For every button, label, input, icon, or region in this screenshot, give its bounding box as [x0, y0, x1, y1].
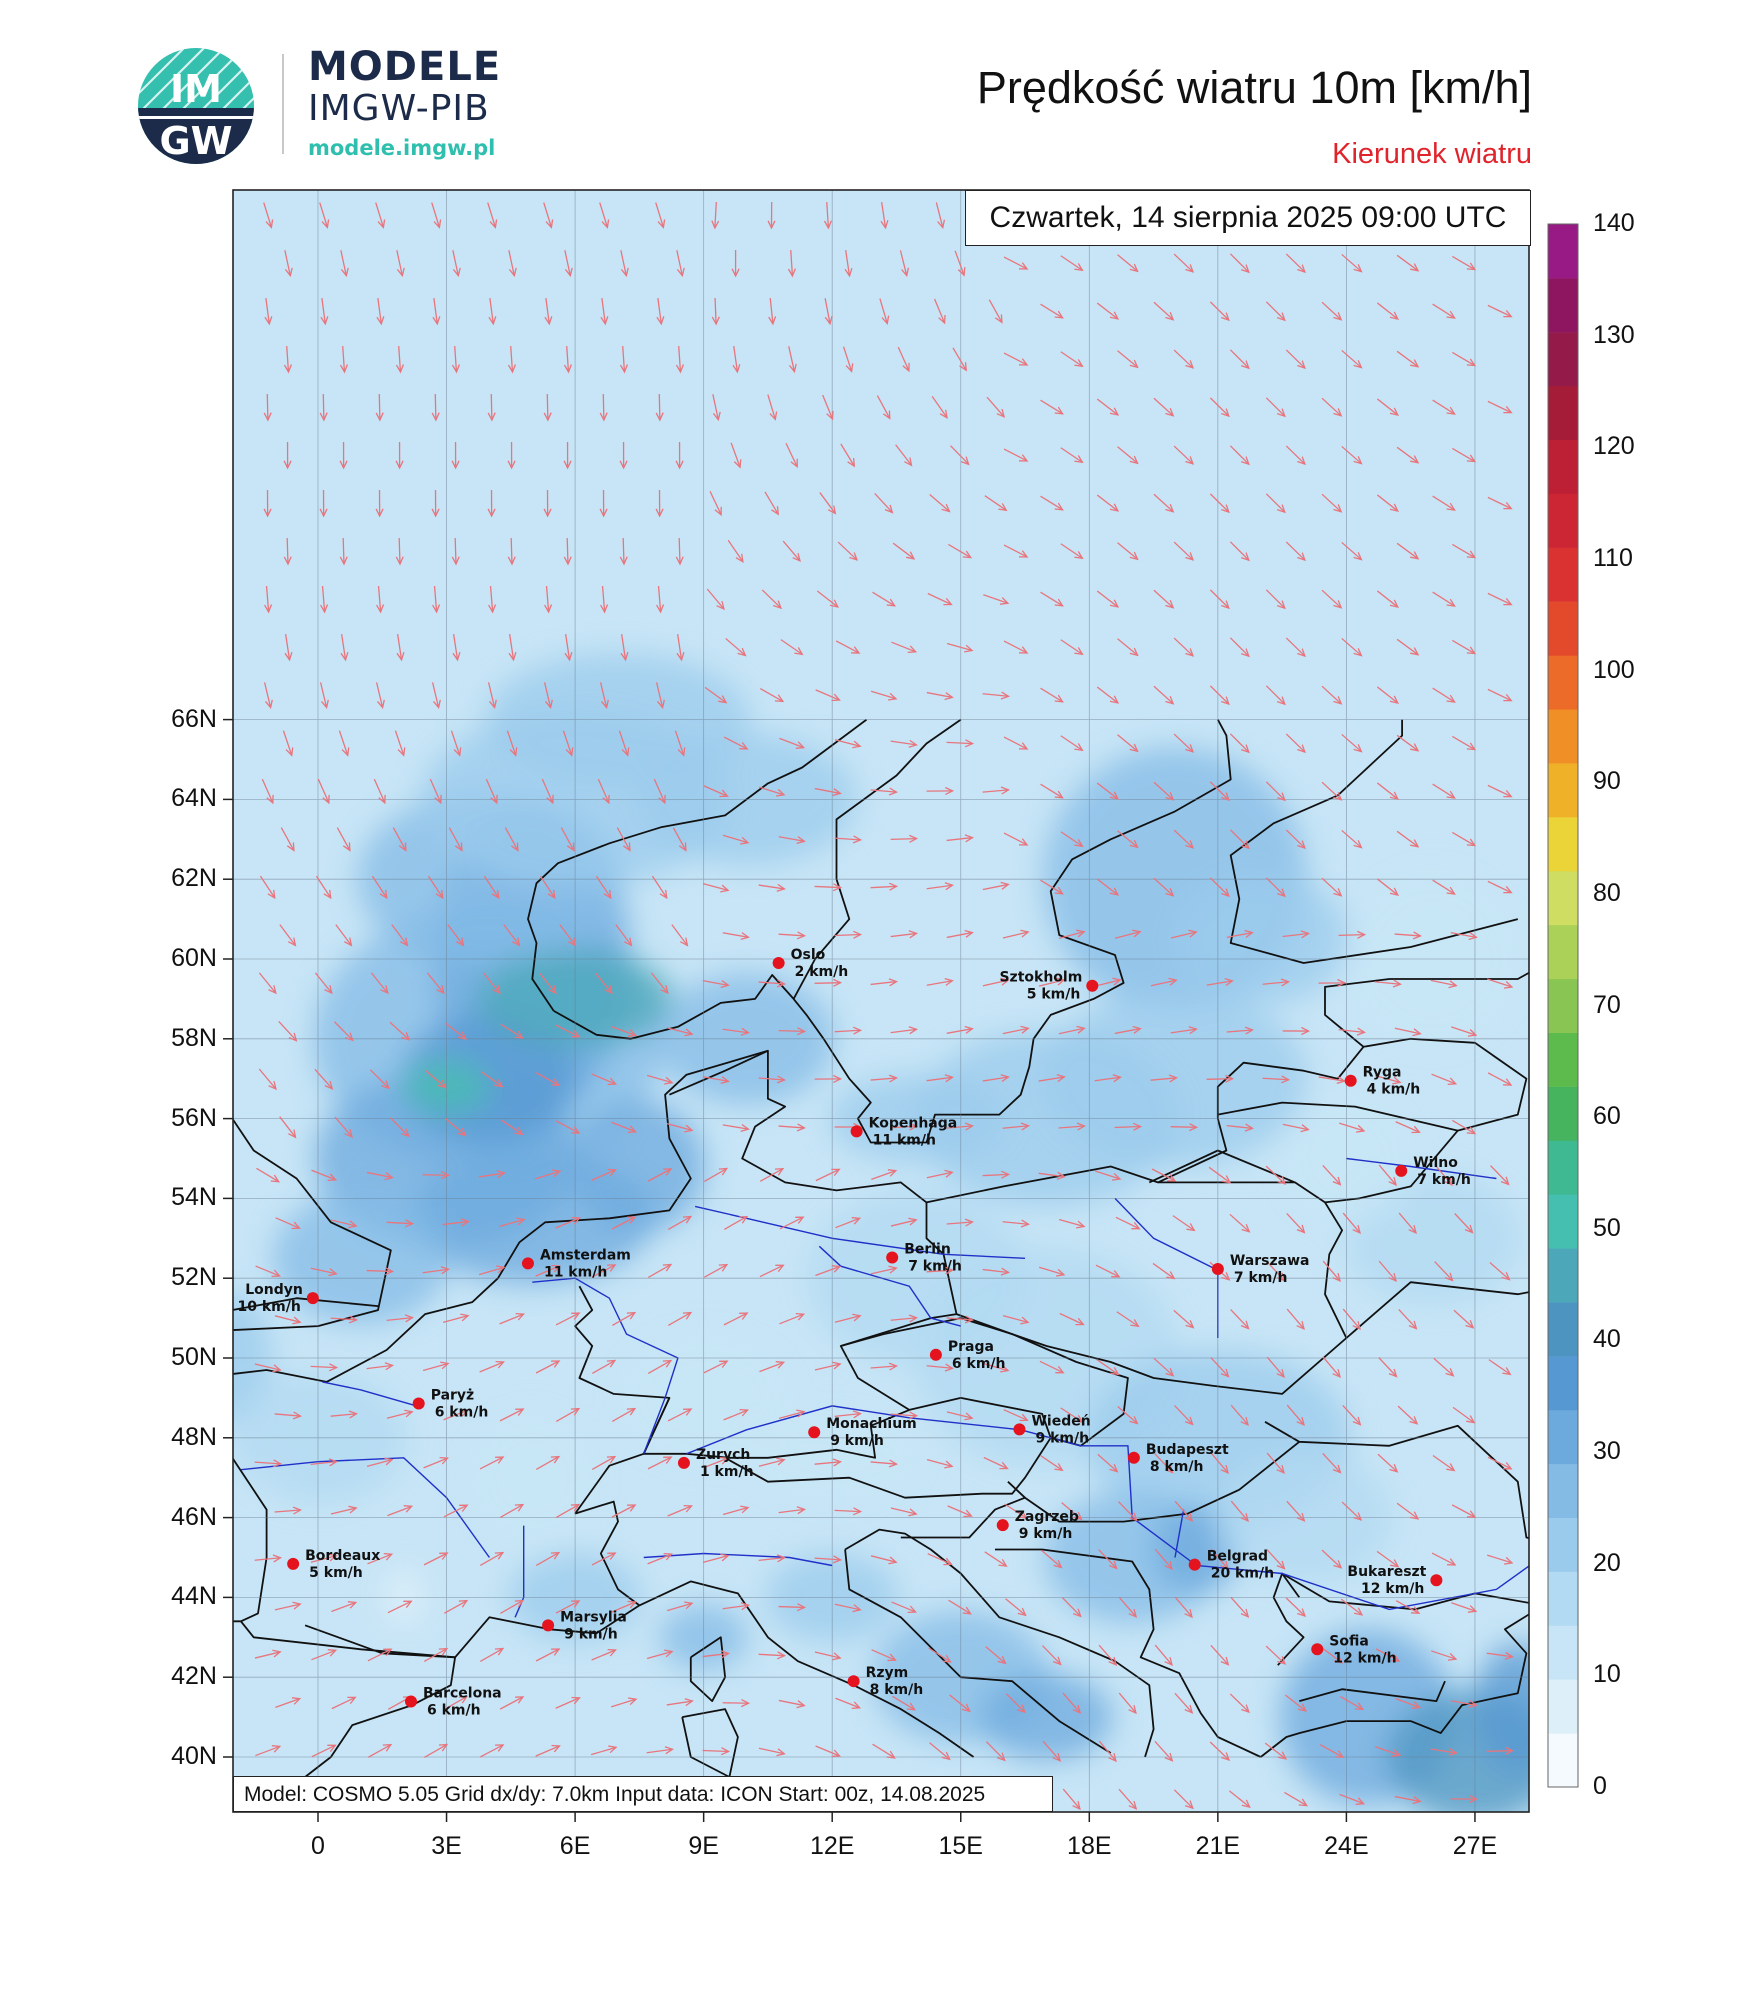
lon-tick-label: 27E [1452, 1832, 1498, 1860]
colorbar-swatch [1548, 278, 1578, 332]
city-wind-speed: 1 km/h [699, 1463, 754, 1480]
colorbar-label: 100 [1593, 655, 1635, 684]
city-wind-speed: 7 km/h [908, 1258, 962, 1275]
lat-tick-label: 62N [171, 864, 217, 893]
city-name: Ryga [1362, 1064, 1402, 1081]
colorbar-label: 60 [1593, 1102, 1621, 1131]
colorbar-label: 50 [1593, 1213, 1621, 1242]
city-dot [1189, 1559, 1201, 1571]
colorbar [1548, 224, 1578, 1788]
colorbar-swatch [1548, 1194, 1578, 1248]
colorbar-label: 70 [1593, 990, 1621, 1019]
svg-text:IM: IM [170, 67, 222, 111]
city-dot [1345, 1075, 1357, 1087]
colorbar-swatch [1548, 1086, 1578, 1140]
brand-url-link[interactable]: modele.imgw.pl [308, 136, 496, 160]
model-info-label: Model: COSMO 5.05 Grid dx/dy: 7.0km Input data: ICON Start: 00z, 14.08.2025 [233, 1776, 1053, 1812]
city-dot [678, 1457, 690, 1469]
city-wind-speed: 9 km/h [564, 1626, 618, 1643]
city-dot [1212, 1263, 1224, 1275]
lat-tick-label: 56N [171, 1103, 217, 1132]
city-wind-speed: 12 km/h [1361, 1581, 1425, 1598]
colorbar-swatch [1548, 1733, 1578, 1787]
city-name: Bukareszt [1347, 1564, 1427, 1581]
city-wind-speed: 7 km/h [1417, 1171, 1471, 1188]
city-dot [851, 1125, 863, 1137]
city-dot [542, 1619, 554, 1631]
city-dot [287, 1558, 299, 1570]
colorbar-swatch [1548, 655, 1578, 709]
city-dot [1013, 1423, 1025, 1435]
city-dot [1128, 1452, 1140, 1464]
lon-tick-label: 3E [431, 1832, 462, 1860]
city-name: Amsterdam [539, 1247, 631, 1264]
city-wind-speed: 5 km/h [309, 1564, 363, 1581]
lat-tick-label: 44N [171, 1582, 217, 1611]
colorbar-swatch [1548, 709, 1578, 763]
city-name: Berlin [904, 1241, 951, 1258]
city-name: Budapeszt [1145, 1441, 1229, 1458]
city-dot [522, 1257, 534, 1269]
city-dot [1086, 980, 1098, 992]
city-name: Bordeaux [305, 1547, 381, 1564]
city-name: Monachium [826, 1416, 917, 1433]
lat-tick-label: 54N [171, 1183, 217, 1212]
colorbar-label: 30 [1593, 1437, 1621, 1466]
city-name: Kopenhaga [868, 1115, 958, 1132]
city-name: Marsylia [560, 1609, 627, 1626]
lon-tick-label: 9E [688, 1832, 719, 1860]
colorbar-swatch [1548, 817, 1578, 871]
colorbar-swatch [1548, 224, 1578, 278]
city-dot [808, 1426, 820, 1438]
wind-speed-shading [980, 1673, 1112, 1761]
colorbar-swatch [1548, 979, 1578, 1033]
city-wind-speed: 9 km/h [1035, 1430, 1090, 1447]
map-subtitle: Kierunek wiatru [1332, 138, 1532, 170]
lat-tick-label: 42N [171, 1662, 217, 1691]
city-wind-speed: 11 km/h [872, 1132, 936, 1149]
city-name: Wilno [1413, 1154, 1458, 1171]
colorbar-swatch [1548, 601, 1578, 655]
city-name: Paryż [430, 1387, 475, 1404]
colorbar-label: 80 [1593, 878, 1621, 907]
lat-tick-label: 64N [171, 784, 217, 813]
colorbar-label: 110 [1593, 543, 1633, 572]
city-wind-speed: 9 km/h [830, 1433, 884, 1450]
colorbar-swatch [1548, 332, 1578, 386]
city-name: Sofia [1329, 1633, 1369, 1650]
city-wind-speed: 8 km/h [1149, 1458, 1204, 1475]
lat-tick-label: 58N [171, 1023, 217, 1052]
colorbar-swatch [1548, 871, 1578, 925]
lat-tick-label: 48N [171, 1422, 217, 1451]
colorbar-swatch [1548, 493, 1578, 547]
city-wind-speed: 9 km/h [1018, 1526, 1073, 1543]
city-name: Londyn [245, 1282, 303, 1299]
colorbar-swatch [1548, 1302, 1578, 1356]
lat-tick-label: 52N [171, 1263, 217, 1292]
city-dot [1430, 1574, 1442, 1586]
valid-time-label: Czwartek, 14 sierpnia 2025 09:00 UTC [965, 190, 1531, 246]
city-name: Praga [947, 1338, 994, 1355]
colorbar-swatch [1548, 440, 1578, 494]
city-name: Barcelona [422, 1685, 502, 1702]
lon-tick-label: 21E [1195, 1832, 1241, 1860]
lon-tick-label: 6E [559, 1832, 591, 1860]
colorbar-label: 130 [1593, 320, 1635, 349]
colorbar-label: 140 [1593, 209, 1635, 237]
colorbar-label: 40 [1593, 1325, 1621, 1354]
city-wind-speed: 7 km/h [1233, 1270, 1288, 1287]
city-wind-speed: 10 km/h [237, 1299, 301, 1316]
city-wind-speed: 8 km/h [869, 1682, 924, 1699]
city-name: Wiedeń [1031, 1413, 1091, 1430]
city-dot [930, 1349, 942, 1361]
colorbar-swatch [1548, 925, 1578, 979]
colorbar-swatch [1548, 1248, 1578, 1302]
city-dot [1395, 1165, 1407, 1177]
lat-tick-label: 50N [171, 1343, 217, 1371]
lon-tick-label: 12E [809, 1832, 855, 1860]
colorbar-swatch [1548, 1464, 1578, 1518]
colorbar-swatch [1548, 1410, 1578, 1464]
lon-tick-label: 0 [311, 1832, 325, 1860]
lat-tick-label: 46N [171, 1502, 217, 1531]
city-name: Rzym [865, 1665, 909, 1682]
city-wind-speed: 12 km/h [1333, 1650, 1397, 1667]
colorbar-swatch [1548, 1571, 1578, 1625]
colorbar-swatch [1548, 1625, 1578, 1679]
city-wind-speed: 2 km/h [794, 963, 849, 980]
colorbar-swatch [1548, 1679, 1578, 1733]
brand-title: MODELE [308, 44, 502, 90]
city-dot [1311, 1643, 1323, 1655]
colorbar-label: 10 [1593, 1660, 1621, 1689]
city-name: Zurych [695, 1446, 751, 1463]
city-name: Warszawa [1229, 1253, 1310, 1270]
lon-tick-label: 24E [1324, 1832, 1369, 1860]
city-name: Sztokholm [999, 969, 1083, 986]
city-dot [773, 957, 785, 969]
colorbar-swatch [1548, 763, 1578, 817]
colorbar-label: 0 [1593, 1772, 1607, 1800]
city-wind-speed: 6 km/h [951, 1355, 1006, 1372]
city-dot [405, 1696, 417, 1708]
colorbar-swatch [1548, 386, 1578, 440]
lon-tick-label: 15E [938, 1832, 983, 1860]
colorbar-swatch [1548, 1356, 1578, 1410]
svg-text:GW: GW [159, 119, 233, 163]
colorbar-label: 120 [1593, 432, 1635, 461]
city-dot [848, 1675, 860, 1687]
wind-speed-shading [1173, 873, 1349, 1005]
city-name: Zagrzeb [1014, 1509, 1079, 1526]
city-dot [886, 1251, 898, 1263]
lat-tick-label: 60N [171, 944, 217, 972]
colorbar-swatch [1548, 547, 1578, 601]
colorbar-label: 20 [1593, 1548, 1621, 1577]
city-name: Oslo [790, 946, 826, 963]
city-name: Belgrad [1206, 1548, 1269, 1565]
colorbar-swatch [1548, 1140, 1578, 1194]
lat-tick-label: 66N [171, 704, 217, 733]
colorbar-swatch [1548, 1032, 1578, 1086]
city-wind-speed: 11 km/h [543, 1264, 608, 1281]
map-title: Prędkość wiatru 10m [km/h] [976, 62, 1532, 113]
city-dot [307, 1292, 319, 1304]
wind-speed-shading [466, 1412, 598, 1544]
brand-subtitle: IMGW-PIB [308, 88, 490, 129]
city-wind-speed: 5 km/h [1026, 986, 1081, 1003]
city-dot [997, 1519, 1009, 1531]
city-dot [413, 1397, 425, 1409]
city-wind-speed: 6 km/h [434, 1404, 489, 1421]
city-wind-speed: 6 km/h [426, 1702, 481, 1719]
city-wind-speed: 4 km/h [1366, 1081, 1421, 1098]
lon-tick-label: 18E [1067, 1832, 1112, 1860]
lat-tick-label: 40N [171, 1742, 217, 1770]
colorbar-swatch [1548, 1518, 1578, 1572]
colorbar-label: 90 [1593, 767, 1621, 796]
city-wind-speed: 20 km/h [1210, 1565, 1275, 1582]
